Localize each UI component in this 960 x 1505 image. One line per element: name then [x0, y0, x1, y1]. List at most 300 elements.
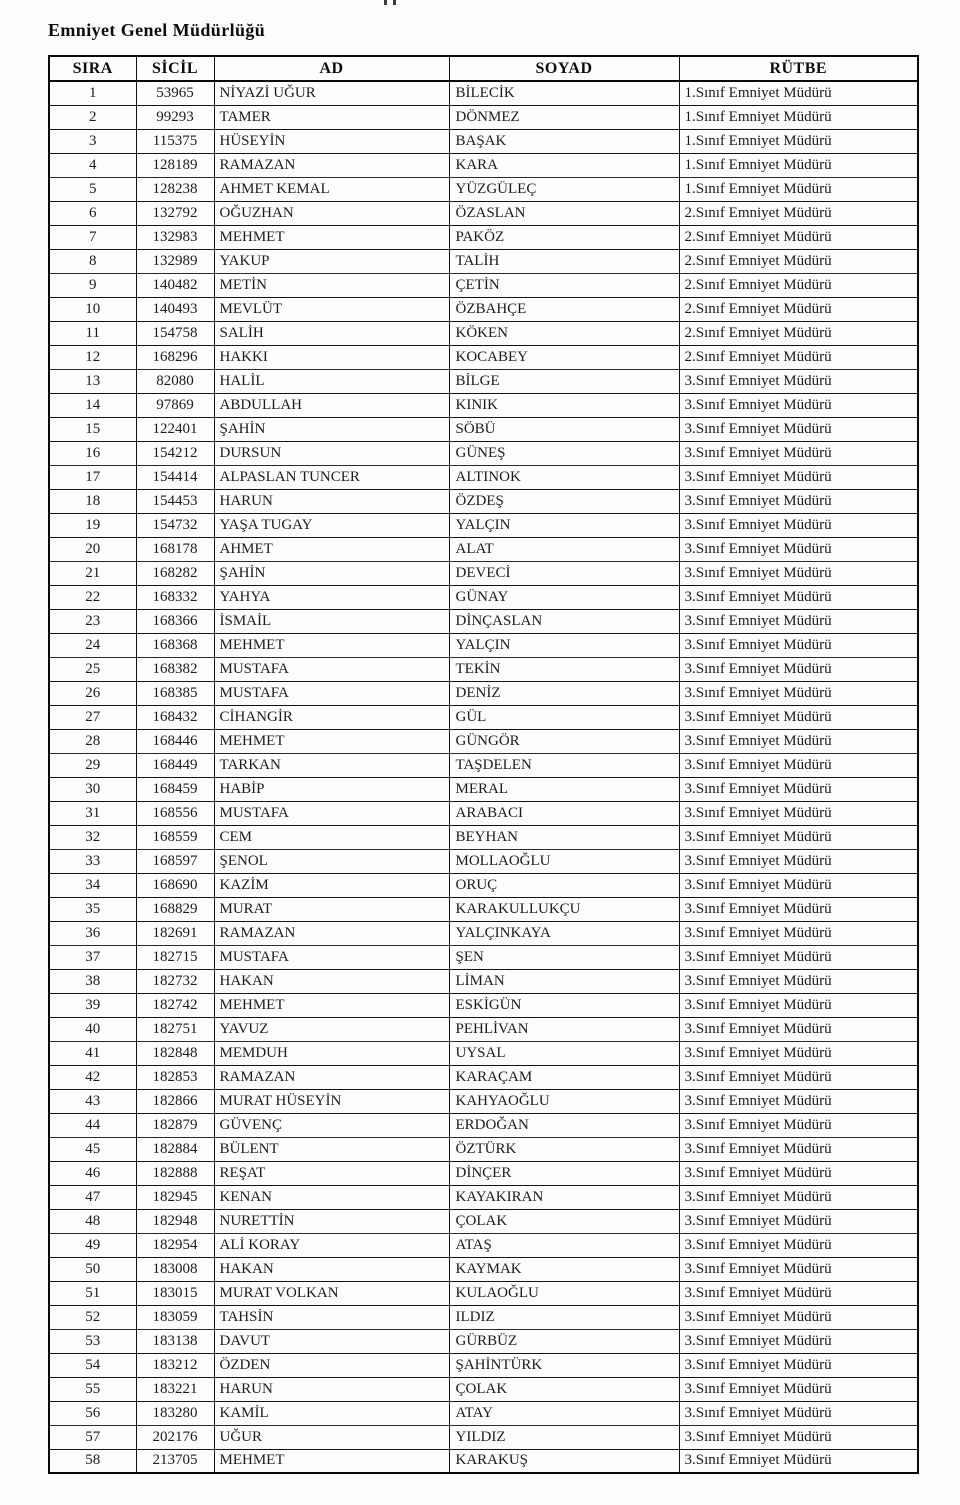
cell-rutbe: 3.Sınıf Emniyet Müdürü [679, 849, 918, 873]
cell-rutbe: 3.Sınıf Emniyet Müdürü [679, 561, 918, 585]
cell-sicil: 182945 [136, 1185, 214, 1209]
table-row [49, 633, 918, 657]
cell-sira: 45 [49, 1137, 136, 1161]
cell-sicil: 168432 [136, 705, 214, 729]
cell-soyad: PEHLİVAN [449, 1017, 679, 1041]
cell-soyad: ALTINOK [449, 465, 679, 489]
cell-rutbe: 1.Sınıf Emniyet Müdürü [679, 105, 918, 129]
cell-sira: 18 [49, 489, 136, 513]
cell-rutbe: 2.Sınıf Emniyet Müdürü [679, 273, 918, 297]
table-row [49, 225, 918, 249]
document-title: Emniyet Genel Müdürlüğü [48, 20, 266, 40]
cell-rutbe: 2.Sınıf Emniyet Müdürü [679, 249, 918, 273]
cell-soyad: KARA [449, 153, 679, 177]
cell-rutbe: 3.Sınıf Emniyet Müdürü [679, 1017, 918, 1041]
table-row [49, 105, 918, 129]
cell-ad: KAZİM [214, 873, 449, 897]
cell-sira: 12 [49, 345, 136, 369]
cell-soyad: ÖZDEŞ [449, 489, 679, 513]
cell-sicil: 182884 [136, 1137, 214, 1161]
cell-sira: 13 [49, 369, 136, 393]
cell-rutbe: 3.Sınıf Emniyet Müdürü [679, 705, 918, 729]
cell-sicil: 122401 [136, 417, 214, 441]
cell-rutbe: 3.Sınıf Emniyet Müdürü [679, 777, 918, 801]
cell-sira: 8 [49, 249, 136, 273]
cell-ad: MEHMET [214, 993, 449, 1017]
cell-sira: 37 [49, 945, 136, 969]
cell-soyad: TEKİN [449, 657, 679, 681]
cell-ad: BÜLENT [214, 1137, 449, 1161]
table-row [49, 1257, 918, 1281]
table-row [49, 1449, 918, 1473]
cell-soyad: GÜNAY [449, 585, 679, 609]
cell-soyad: TALİH [449, 249, 679, 273]
cell-sira: 47 [49, 1185, 136, 1209]
cell-rutbe: 3.Sınıf Emniyet Müdürü [679, 801, 918, 825]
cell-soyad: GÜNGÖR [449, 729, 679, 753]
cell-sicil: 168366 [136, 609, 214, 633]
cell-ad: MEHMET [214, 1449, 449, 1473]
table-row [49, 1353, 918, 1377]
col-header-sicil: SİCİL [136, 56, 214, 81]
table-row [49, 249, 918, 273]
cell-sira: 50 [49, 1257, 136, 1281]
cell-sicil: 154732 [136, 513, 214, 537]
cell-sira: 30 [49, 777, 136, 801]
cell-sicil: 182879 [136, 1113, 214, 1137]
cell-rutbe: 3.Sınıf Emniyet Müdürü [679, 1257, 918, 1281]
table-row [49, 465, 918, 489]
cell-soyad: YALÇINKAYA [449, 921, 679, 945]
cell-sicil: 168690 [136, 873, 214, 897]
cell-ad: HÜSEYİN [214, 129, 449, 153]
cell-rutbe: 3.Sınıf Emniyet Müdürü [679, 1137, 918, 1161]
cell-soyad: KINIK [449, 393, 679, 417]
cell-ad: NURETTİN [214, 1209, 449, 1233]
cell-sicil: 132983 [136, 225, 214, 249]
cell-rutbe: 3.Sınıf Emniyet Müdürü [679, 825, 918, 849]
cell-rutbe: 3.Sınıf Emniyet Müdürü [679, 1041, 918, 1065]
cell-ad: MUSTAFA [214, 945, 449, 969]
table-row [49, 321, 918, 345]
cell-ad: MEVLÜT [214, 297, 449, 321]
table-row [49, 1089, 918, 1113]
cell-rutbe: 3.Sınıf Emniyet Müdürü [679, 1185, 918, 1209]
cell-sicil: 154758 [136, 321, 214, 345]
table-row [49, 1185, 918, 1209]
cell-rutbe: 3.Sınıf Emniyet Müdürü [679, 969, 918, 993]
cell-sira: 19 [49, 513, 136, 537]
cell-sicil: 182691 [136, 921, 214, 945]
cell-soyad: ŞEN [449, 945, 679, 969]
cell-sicil: 168332 [136, 585, 214, 609]
cell-soyad: YALÇIN [449, 513, 679, 537]
cell-ad: HARUN [214, 489, 449, 513]
cell-rutbe: 3.Sınıf Emniyet Müdürü [679, 729, 918, 753]
cell-rutbe: 2.Sınıf Emniyet Müdürü [679, 297, 918, 321]
cell-sira: 44 [49, 1113, 136, 1137]
cell-rutbe: 3.Sınıf Emniyet Müdürü [679, 1233, 918, 1257]
cell-rutbe: 3.Sınıf Emniyet Müdürü [679, 465, 918, 489]
cell-rutbe: 3.Sınıf Emniyet Müdürü [679, 609, 918, 633]
cell-sira: 14 [49, 393, 136, 417]
table-body [49, 81, 918, 1473]
cell-ad: AHMET [214, 537, 449, 561]
cell-ad: MEMDUH [214, 1041, 449, 1065]
table-row [49, 441, 918, 465]
cell-sicil: 154453 [136, 489, 214, 513]
cell-soyad: TAŞDELEN [449, 753, 679, 777]
cell-soyad: KOCABEY [449, 345, 679, 369]
table-row [49, 537, 918, 561]
cell-sicil: 154414 [136, 465, 214, 489]
cell-soyad: MERAL [449, 777, 679, 801]
table-row [49, 801, 918, 825]
cell-soyad: ERDOĞAN [449, 1113, 679, 1137]
table-row [49, 129, 918, 153]
cell-ad: ABDULLAH [214, 393, 449, 417]
cell-sira: 20 [49, 537, 136, 561]
cell-soyad: GÜNEŞ [449, 441, 679, 465]
cell-soyad: LİMAN [449, 969, 679, 993]
cell-sira: 42 [49, 1065, 136, 1089]
table-row [49, 873, 918, 897]
cell-ad: DAVUT [214, 1329, 449, 1353]
cell-rutbe: 3.Sınıf Emniyet Müdürü [679, 417, 918, 441]
cell-sira: 39 [49, 993, 136, 1017]
cell-soyad: BEYHAN [449, 825, 679, 849]
cell-sira: 49 [49, 1233, 136, 1257]
table-row [49, 1305, 918, 1329]
cell-ad: RAMAZAN [214, 153, 449, 177]
table-row [49, 993, 918, 1017]
cell-sira: 34 [49, 873, 136, 897]
cell-sira: 53 [49, 1329, 136, 1353]
cell-soyad: ÇOLAK [449, 1377, 679, 1401]
table-row [49, 1161, 918, 1185]
table-row [49, 849, 918, 873]
cell-soyad: BİLECİK [449, 81, 679, 105]
cell-sira: 3 [49, 129, 136, 153]
cell-sicil: 168296 [136, 345, 214, 369]
table-row [49, 585, 918, 609]
cell-rutbe: 3.Sınıf Emniyet Müdürü [679, 489, 918, 513]
cell-ad: ALPASLAN TUNCER [214, 465, 449, 489]
cell-rutbe: 2.Sınıf Emniyet Müdürü [679, 201, 918, 225]
cell-soyad: KAYMAK [449, 1257, 679, 1281]
cell-sicil: 183138 [136, 1329, 214, 1353]
cell-sicil: 128189 [136, 153, 214, 177]
cell-rutbe: 3.Sınıf Emniyet Müdürü [679, 1089, 918, 1113]
cell-ad: NİYAZİ UĞUR [214, 81, 449, 105]
cell-soyad: GÜRBÜZ [449, 1329, 679, 1353]
cell-ad: DURSUN [214, 441, 449, 465]
cell-sira: 36 [49, 921, 136, 945]
cell-sicil: 168446 [136, 729, 214, 753]
scan-edge-artifact [382, 0, 400, 6]
cell-sira: 31 [49, 801, 136, 825]
cell-sicil: 168829 [136, 897, 214, 921]
cell-ad: ŞAHİN [214, 417, 449, 441]
cell-ad: HABİP [214, 777, 449, 801]
cell-soyad: KAYAKIRAN [449, 1185, 679, 1209]
cell-ad: TAMER [214, 105, 449, 129]
cell-rutbe: 3.Sınıf Emniyet Müdürü [679, 753, 918, 777]
table-row [49, 1137, 918, 1161]
cell-sicil: 183008 [136, 1257, 214, 1281]
cell-rutbe: 3.Sınıf Emniyet Müdürü [679, 1065, 918, 1089]
cell-soyad: UYSAL [449, 1041, 679, 1065]
table-row [49, 1113, 918, 1137]
table-row [49, 513, 918, 537]
cell-sicil: 183221 [136, 1377, 214, 1401]
cell-sira: 11 [49, 321, 136, 345]
cell-soyad: ÖZASLAN [449, 201, 679, 225]
cell-sira: 46 [49, 1161, 136, 1185]
cell-soyad: DÖNMEZ [449, 105, 679, 129]
table-row [49, 945, 918, 969]
cell-soyad: BİLGE [449, 369, 679, 393]
cell-ad: MUSTAFA [214, 801, 449, 825]
cell-soyad: ARABACI [449, 801, 679, 825]
cell-soyad: KARAKULLUKÇU [449, 897, 679, 921]
cell-soyad: KARAÇAM [449, 1065, 679, 1089]
table-row [49, 897, 918, 921]
cell-sicil: 182732 [136, 969, 214, 993]
cell-rutbe: 3.Sınıf Emniyet Müdürü [679, 1425, 918, 1449]
cell-rutbe: 3.Sınıf Emniyet Müdürü [679, 1113, 918, 1137]
cell-sira: 22 [49, 585, 136, 609]
cell-ad: YAŞA TUGAY [214, 513, 449, 537]
cell-ad: MUSTAFA [214, 681, 449, 705]
cell-ad: ÖZDEN [214, 1353, 449, 1377]
cell-soyad: ATAŞ [449, 1233, 679, 1257]
cell-soyad: ALAT [449, 537, 679, 561]
cell-sicil: 202176 [136, 1425, 214, 1449]
cell-sicil: 182954 [136, 1233, 214, 1257]
cell-soyad: DİNÇER [449, 1161, 679, 1185]
cell-rutbe: 3.Sınıf Emniyet Müdürü [679, 1353, 918, 1377]
cell-rutbe: 3.Sınıf Emniyet Müdürü [679, 1305, 918, 1329]
cell-sicil: 154212 [136, 441, 214, 465]
cell-ad: ALİ KORAY [214, 1233, 449, 1257]
header-row [49, 56, 918, 81]
cell-sicil: 168459 [136, 777, 214, 801]
cell-soyad: KULAOĞLU [449, 1281, 679, 1305]
table-row [49, 1041, 918, 1065]
cell-ad: KENAN [214, 1185, 449, 1209]
table-row [49, 969, 918, 993]
cell-ad: HAKAN [214, 969, 449, 993]
cell-ad: HALİL [214, 369, 449, 393]
cell-soyad: DİNÇASLAN [449, 609, 679, 633]
cell-rutbe: 3.Sınıf Emniyet Müdürü [679, 393, 918, 417]
cell-soyad: ATAY [449, 1401, 679, 1425]
cell-ad: RAMAZAN [214, 1065, 449, 1089]
cell-soyad: YALÇIN [449, 633, 679, 657]
cell-sira: 52 [49, 1305, 136, 1329]
cell-soyad: YILDIZ [449, 1425, 679, 1449]
cell-sira: 10 [49, 297, 136, 321]
cell-sicil: 97869 [136, 393, 214, 417]
cell-sicil: 53965 [136, 81, 214, 105]
cell-soyad: ORUÇ [449, 873, 679, 897]
cell-rutbe: 3.Sınıf Emniyet Müdürü [679, 873, 918, 897]
table-row [49, 177, 918, 201]
cell-sicil: 183059 [136, 1305, 214, 1329]
table-row [49, 1209, 918, 1233]
cell-sira: 23 [49, 609, 136, 633]
cell-sicil: 183015 [136, 1281, 214, 1305]
cell-ad: MURAT HÜSEYİN [214, 1089, 449, 1113]
cell-sira: 15 [49, 417, 136, 441]
cell-sicil: 168382 [136, 657, 214, 681]
cell-ad: MEHMET [214, 729, 449, 753]
cell-ad: OĞUZHAN [214, 201, 449, 225]
cell-sira: 28 [49, 729, 136, 753]
cell-sicil: 128238 [136, 177, 214, 201]
cell-sira: 54 [49, 1353, 136, 1377]
cell-soyad: KÖKEN [449, 321, 679, 345]
table-row [49, 1281, 918, 1305]
cell-sira: 29 [49, 753, 136, 777]
cell-ad: YAVUZ [214, 1017, 449, 1041]
cell-ad: YAKUP [214, 249, 449, 273]
cell-soyad: ILDIZ [449, 1305, 679, 1329]
table-row [49, 657, 918, 681]
cell-soyad: SÖBÜ [449, 417, 679, 441]
cell-sira: 24 [49, 633, 136, 657]
cell-rutbe: 3.Sınıf Emniyet Müdürü [679, 537, 918, 561]
cell-ad: ŞENOL [214, 849, 449, 873]
cell-rutbe: 3.Sınıf Emniyet Müdürü [679, 993, 918, 1017]
cell-ad: TAHSİN [214, 1305, 449, 1329]
cell-rutbe: 3.Sınıf Emniyet Müdürü [679, 1401, 918, 1425]
table-row [49, 369, 918, 393]
cell-rutbe: 3.Sınıf Emniyet Müdürü [679, 1281, 918, 1305]
cell-rutbe: 3.Sınıf Emniyet Müdürü [679, 369, 918, 393]
col-header-soyad: SOYAD [449, 56, 679, 81]
cell-sira: 48 [49, 1209, 136, 1233]
cell-sicil: 140482 [136, 273, 214, 297]
cell-ad: REŞAT [214, 1161, 449, 1185]
table-row [49, 921, 918, 945]
cell-soyad: ÇOLAK [449, 1209, 679, 1233]
cell-sira: 58 [49, 1449, 136, 1473]
cell-sicil: 168559 [136, 825, 214, 849]
cell-sicil: 140493 [136, 297, 214, 321]
col-header-rutbe: RÜTBE [679, 56, 918, 81]
table-row [49, 1065, 918, 1089]
table-row [49, 489, 918, 513]
cell-rutbe: 3.Sınıf Emniyet Müdürü [679, 1449, 918, 1473]
cell-soyad: MOLLAOĞLU [449, 849, 679, 873]
cell-ad: HARUN [214, 1377, 449, 1401]
cell-sicil: 182715 [136, 945, 214, 969]
cell-ad: KAMİL [214, 1401, 449, 1425]
cell-rutbe: 1.Sınıf Emniyet Müdürü [679, 81, 918, 105]
cell-sira: 2 [49, 105, 136, 129]
cell-soyad: GÜL [449, 705, 679, 729]
table-row [49, 1233, 918, 1257]
cell-soyad: DENİZ [449, 681, 679, 705]
cell-sira: 17 [49, 465, 136, 489]
cell-rutbe: 2.Sınıf Emniyet Müdürü [679, 225, 918, 249]
table-row [49, 753, 918, 777]
cell-sira: 6 [49, 201, 136, 225]
cell-sicil: 182866 [136, 1089, 214, 1113]
cell-sira: 35 [49, 897, 136, 921]
table-row [49, 681, 918, 705]
cell-soyad: YÜZGÜLEÇ [449, 177, 679, 201]
cell-sicil: 115375 [136, 129, 214, 153]
cell-rutbe: 2.Sınıf Emniyet Müdürü [679, 321, 918, 345]
cell-sicil: 182751 [136, 1017, 214, 1041]
cell-soyad: ÇETİN [449, 273, 679, 297]
table-row [49, 273, 918, 297]
cell-ad: TARKAN [214, 753, 449, 777]
table-row [49, 297, 918, 321]
cell-ad: HAKAN [214, 1257, 449, 1281]
cell-rutbe: 3.Sınıf Emniyet Müdürü [679, 897, 918, 921]
cell-sicil: 132989 [136, 249, 214, 273]
table-row [49, 417, 918, 441]
cell-sicil: 183212 [136, 1353, 214, 1377]
cell-sicil: 168282 [136, 561, 214, 585]
table-row [49, 609, 918, 633]
cell-rutbe: 3.Sınıf Emniyet Müdürü [679, 1209, 918, 1233]
table-row [49, 1377, 918, 1401]
table-row [49, 705, 918, 729]
cell-rutbe: 3.Sınıf Emniyet Müdürü [679, 441, 918, 465]
cell-sicil: 99293 [136, 105, 214, 129]
cell-soyad: ÖZTÜRK [449, 1137, 679, 1161]
cell-sicil: 168178 [136, 537, 214, 561]
cell-rutbe: 1.Sınıf Emniyet Müdürü [679, 153, 918, 177]
cell-rutbe: 1.Sınıf Emniyet Müdürü [679, 129, 918, 153]
cell-sicil: 168449 [136, 753, 214, 777]
cell-rutbe: 3.Sınıf Emniyet Müdürü [679, 657, 918, 681]
cell-ad: AHMET KEMAL [214, 177, 449, 201]
table-row [49, 561, 918, 585]
cell-sira: 4 [49, 153, 136, 177]
cell-soyad: ÖZBAHÇE [449, 297, 679, 321]
cell-rutbe: 3.Sınıf Emniyet Müdürü [679, 1329, 918, 1353]
cell-sira: 25 [49, 657, 136, 681]
cell-ad: MUSTAFA [214, 657, 449, 681]
cell-soyad: BAŞAK [449, 129, 679, 153]
cell-ad: SALİH [214, 321, 449, 345]
cell-sira: 43 [49, 1089, 136, 1113]
cell-ad: MURAT [214, 897, 449, 921]
cell-sira: 9 [49, 273, 136, 297]
cell-sira: 21 [49, 561, 136, 585]
cell-sira: 27 [49, 705, 136, 729]
table-row [49, 393, 918, 417]
cell-sicil: 132792 [136, 201, 214, 225]
cell-ad: MURAT VOLKAN [214, 1281, 449, 1305]
cell-rutbe: 3.Sınıf Emniyet Müdürü [679, 1161, 918, 1185]
cell-soyad: KARAKUŞ [449, 1449, 679, 1473]
cell-rutbe: 3.Sınıf Emniyet Müdürü [679, 513, 918, 537]
cell-sicil: 182888 [136, 1161, 214, 1185]
cell-sira: 57 [49, 1425, 136, 1449]
col-header-ad: AD [214, 56, 449, 81]
cell-sicil: 182853 [136, 1065, 214, 1089]
cell-soyad: KAHYAOĞLU [449, 1089, 679, 1113]
cell-sira: 32 [49, 825, 136, 849]
cell-ad: İSMAİL [214, 609, 449, 633]
